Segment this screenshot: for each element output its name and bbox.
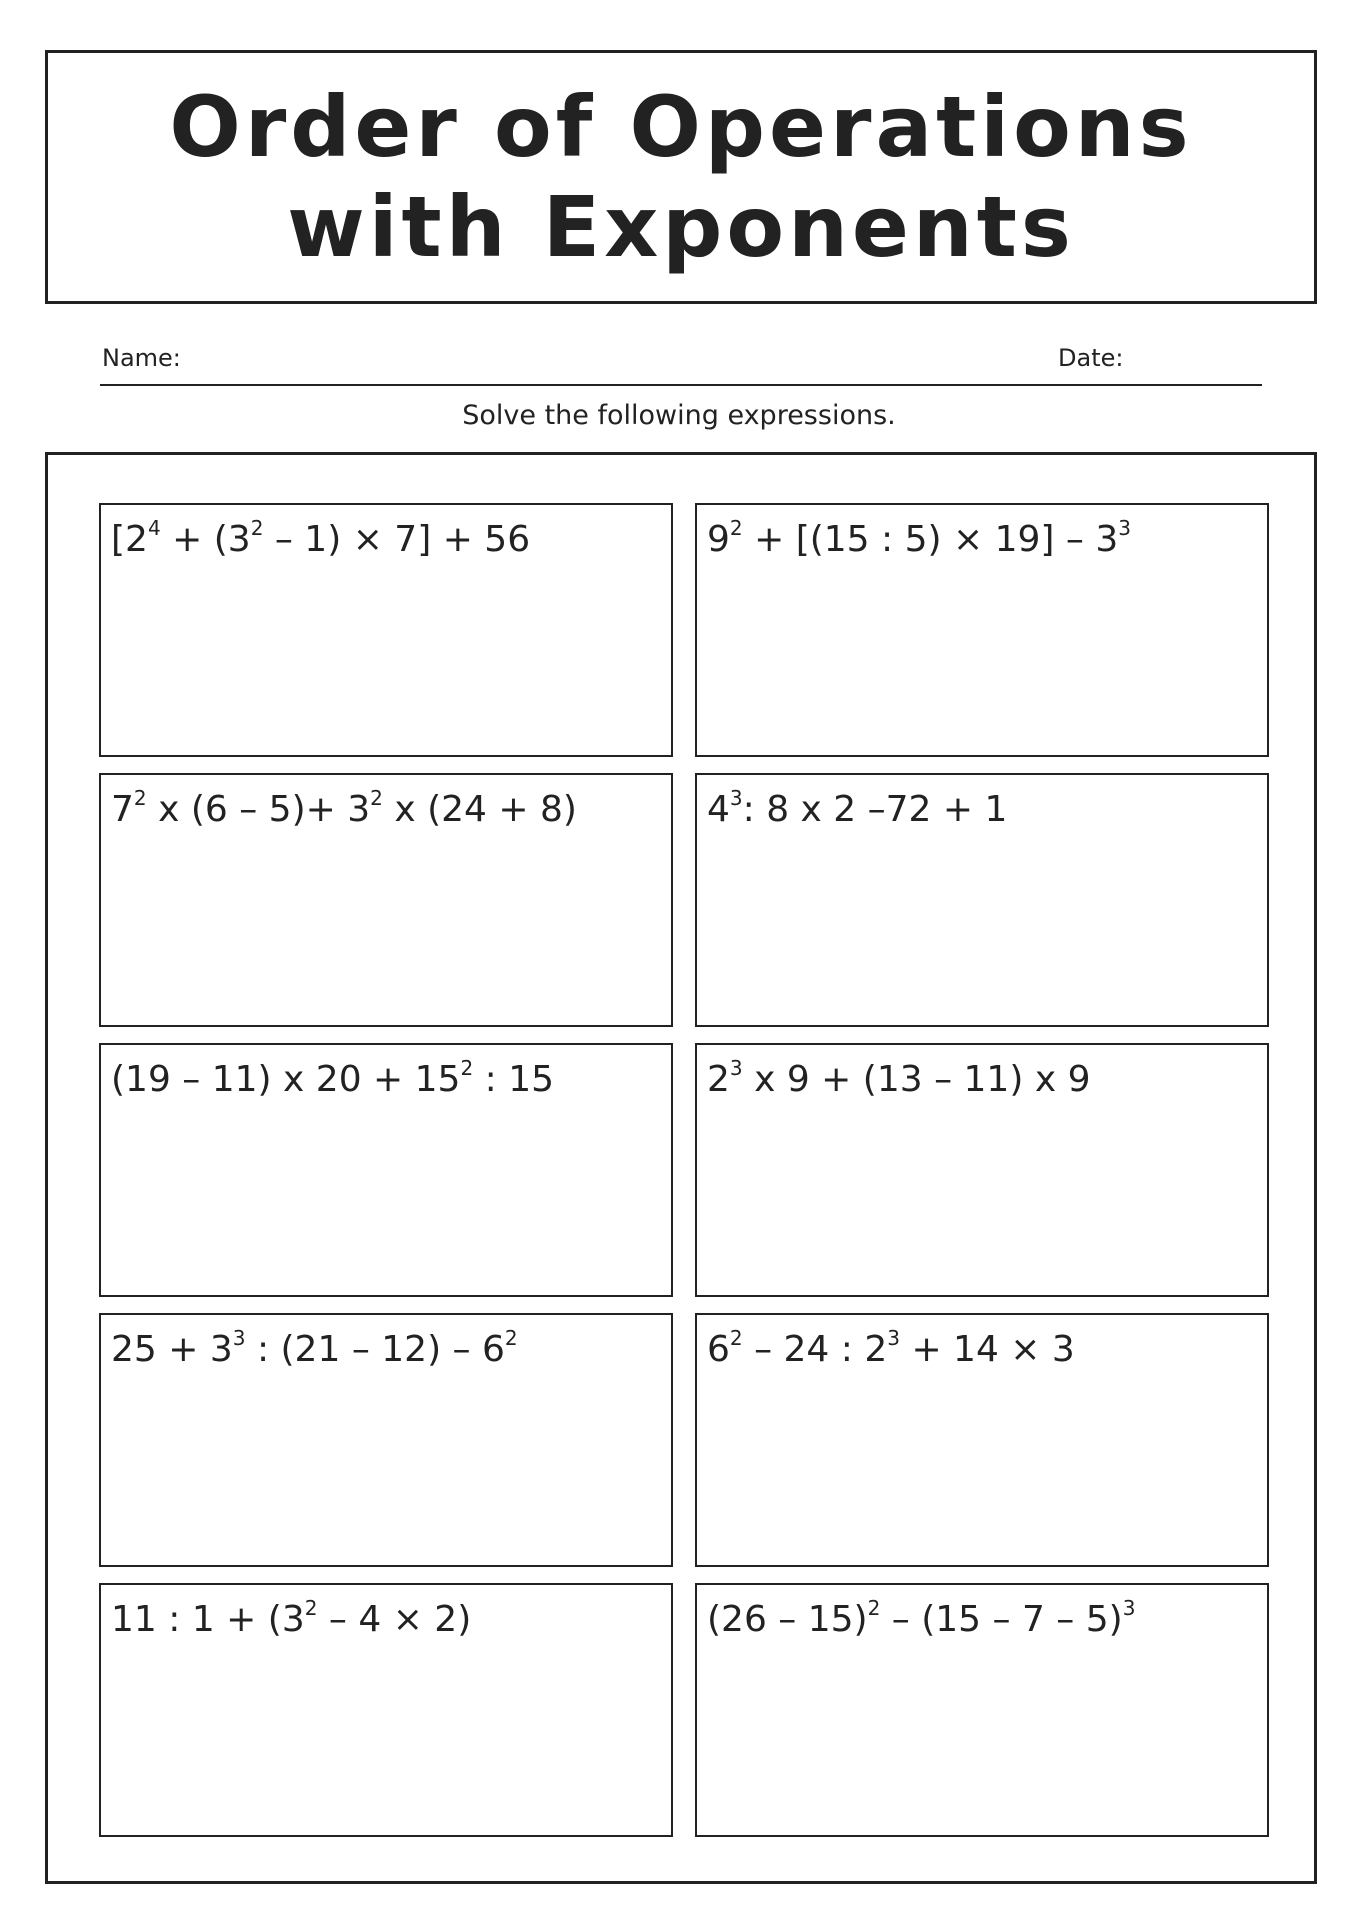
expression-text: : (21 – 12) – 6 — [245, 1329, 505, 1370]
title-box — [45, 50, 1317, 304]
exponent: 2 — [729, 1326, 743, 1350]
problem-box-6[interactable] — [695, 1043, 1269, 1297]
expression-text: – 1) × 7] + 56 — [263, 519, 531, 560]
problem-expression-9 — [111, 1596, 472, 1640]
expression-text: 11 : 1 + (3 — [111, 1599, 305, 1640]
expression-text: (26 – 15) — [707, 1599, 868, 1640]
problem-expression-3 — [111, 786, 577, 830]
exponent: 4 — [147, 516, 161, 540]
problem-expression-1 — [111, 516, 531, 560]
expression-text: 9 — [707, 519, 730, 560]
expression-text: x (24 + 8) — [382, 789, 577, 830]
exponent: 3 — [1118, 516, 1131, 540]
title-line-1: Order of Operations — [169, 78, 1193, 176]
exponent: 3 — [887, 1326, 900, 1350]
name-date-line[interactable] — [100, 338, 1262, 386]
expression-text: 6 — [707, 1329, 730, 1370]
exponent: 2 — [460, 1056, 474, 1080]
expression-text: x (6 – 5)+ 3 — [146, 789, 371, 830]
expression-text: 2 — [707, 1059, 730, 1100]
expression-text: : 15 — [473, 1059, 555, 1100]
expression-text: – (15 – 7 – 5) — [880, 1599, 1123, 1640]
exponent: 3 — [1122, 1596, 1136, 1620]
problem-expression-4 — [707, 786, 1008, 830]
problem-expression-2 — [707, 516, 1131, 560]
problem-expression-8 — [707, 1326, 1075, 1370]
problem-box-1[interactable] — [99, 503, 673, 757]
problem-box-4[interactable] — [695, 773, 1269, 1027]
problem-expression-7 — [111, 1326, 518, 1370]
problem-expression-6 — [707, 1056, 1091, 1100]
exponent: 3 — [232, 1326, 246, 1350]
exponent: 2 — [133, 786, 147, 810]
exponent: 2 — [304, 1596, 318, 1620]
problem-box-10[interactable] — [695, 1583, 1269, 1837]
problems-frame — [45, 452, 1317, 1884]
expression-text: + 14 × 3 — [900, 1329, 1075, 1370]
expression-text: [2 — [111, 519, 148, 560]
exponent: 3 — [729, 786, 743, 810]
expression-text: (19 – 11) x 20 + 15 — [111, 1059, 461, 1100]
exponent: 2 — [370, 786, 383, 810]
expression-text: – 4 × 2) — [317, 1599, 472, 1640]
instructions: Solve the following expressions. — [462, 400, 896, 431]
problem-box-5[interactable] — [99, 1043, 673, 1297]
exponent: 2 — [504, 1326, 518, 1350]
problem-box-7[interactable] — [99, 1313, 673, 1567]
problem-box-8[interactable] — [695, 1313, 1269, 1567]
exponent: 2 — [729, 516, 743, 540]
problem-expression-10 — [707, 1596, 1136, 1640]
title-line-2: with Exponents — [287, 178, 1075, 276]
exponent: 2 — [867, 1596, 881, 1620]
problem-box-9[interactable] — [99, 1583, 673, 1837]
expression-text: x 9 + (13 – 11) x 9 — [742, 1059, 1091, 1100]
date-label: Date: — [1058, 344, 1124, 372]
expression-text: – 24 : 2 — [742, 1329, 888, 1370]
expression-text: + [(15 : 5) × 19] – 3 — [742, 519, 1119, 560]
name-label: Name: — [102, 344, 181, 372]
problem-expression-5 — [111, 1056, 555, 1100]
exponent: 2 — [250, 516, 264, 540]
expression-text: 4 — [707, 789, 730, 830]
expression-text: : 8 x 2 –72 + 1 — [742, 789, 1008, 830]
expression-text: 25 + 3 — [111, 1329, 233, 1370]
expression-text: + (3 — [160, 519, 251, 560]
problem-box-3[interactable] — [99, 773, 673, 1027]
problem-box-2[interactable] — [695, 503, 1269, 757]
expression-text: 7 — [111, 789, 134, 830]
exponent: 3 — [729, 1056, 743, 1080]
